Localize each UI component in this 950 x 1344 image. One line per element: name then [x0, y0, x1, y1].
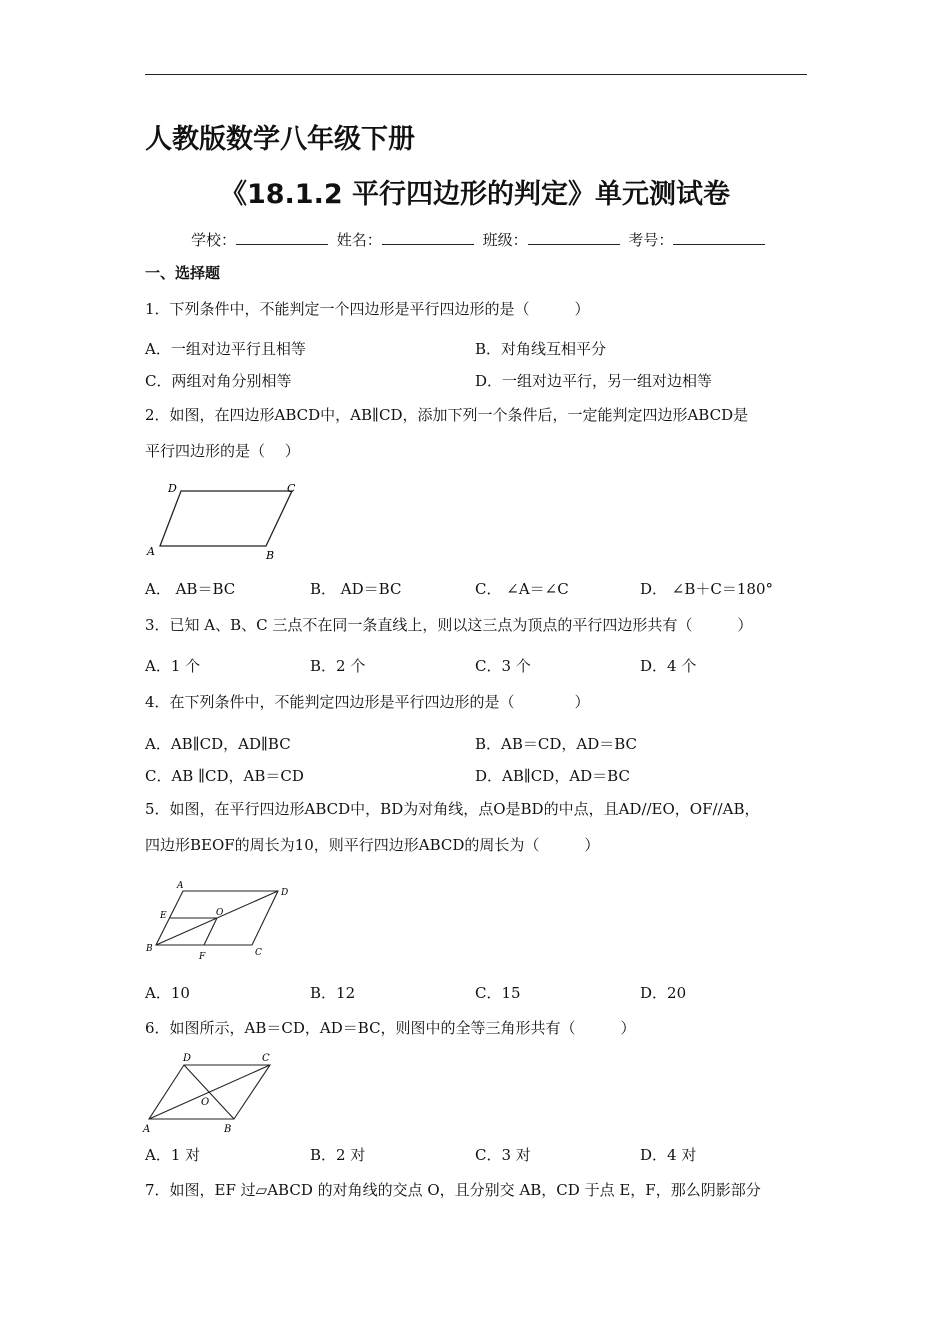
q4-stem: 4．在下列条件中，不能判定四边形是平行四边形的是（ ） — [145, 693, 590, 711]
q6-option-b: B．2 对 — [310, 1146, 366, 1164]
q6-option-d: D．4 对 — [640, 1146, 697, 1164]
q2-option-a: A． AB＝BC — [145, 580, 236, 598]
q1-option-a: A．一组对边平行且相等 — [145, 340, 306, 358]
q3-option-d: D．4 个 — [640, 657, 697, 675]
q5-label-o: O — [216, 908, 224, 918]
q2-stem-line2: 平行四边形的是（ ） — [145, 442, 300, 460]
name-blank[interactable] — [382, 230, 474, 245]
q1-option-b: B．对角线互相平分 — [475, 340, 607, 358]
q6-label-o: O — [201, 1097, 210, 1108]
q2-parallelogram — [160, 491, 292, 546]
q5-label-b: B — [146, 944, 153, 954]
q5-option-d: D．20 — [640, 984, 687, 1002]
q6-label-d: D — [183, 1053, 192, 1064]
school-blank[interactable] — [236, 230, 328, 245]
q6-label-c: C — [262, 1053, 270, 1064]
class-blank[interactable] — [528, 230, 620, 245]
q3-option-a: A．1 个 — [145, 657, 201, 675]
number-label: 考号： — [628, 231, 674, 249]
q1-option-d: D．一组对边平行，另一组对边相等 — [475, 372, 713, 390]
q7-stem: 7．如图，EF 过▱ABCD 的对角线的交点 O，且分别交 AB，CD 于点 E，F，那么阴影部分 — [145, 1181, 761, 1199]
q5-label-a: A — [177, 881, 184, 891]
q2-label-c: C — [287, 482, 296, 495]
number-blank[interactable] — [673, 230, 765, 245]
top-rule — [145, 74, 807, 75]
q5-option-a: A．10 — [145, 984, 190, 1002]
doc-subtitle: 《18.1.2 平行四边形的判定》单元测试卷 — [219, 179, 731, 210]
q4-option-d: D．AB∥CD，AD＝BC — [475, 767, 630, 785]
q1-stem: 1．下列条件中，不能判定一个四边形是平行四边形的是（ ） — [145, 300, 590, 318]
q2-option-d: D． ∠B＋C＝180° — [640, 580, 773, 598]
q2-stem-line1: 2．如图，在四边形ABCD中，AB∥CD，添加下列一个条件后，一定能判定四边形ABCD是 — [145, 406, 749, 424]
q4-option-b: B．AB＝CD，AD＝BC — [475, 735, 638, 753]
q5-option-b: B．12 — [310, 984, 356, 1002]
q3-stem: 3．已知 A、B、C 三点不在同一条直线上，则以这三点为顶点的平行四边形共有（ ） — [145, 616, 753, 634]
q2-option-c: C． ∠A＝∠C — [475, 580, 569, 598]
name-label: 姓名： — [336, 231, 382, 249]
q5-label-c: C — [255, 948, 262, 958]
q5-stem-line1: 5．如图，在平行四边形ABCD中，BD为对角线，点O是BD的中点，且AD//EO，OF//AB， — [145, 800, 760, 818]
q2-option-b: B． AD＝BC — [310, 580, 402, 598]
doc-title: 人教版数学八年级下册 — [145, 124, 415, 155]
q6-stem: 6．如图所示，AB＝CD，AD＝BC，则图中的全等三角形共有（ ） — [145, 1019, 636, 1037]
q6-label-b: B — [224, 1124, 232, 1135]
q2-label-b: B — [266, 549, 275, 562]
q5-stem-line2: 四边形BEOF的周长为10，则平行四边形ABCD的周长为（ ） — [145, 836, 600, 854]
q5-label-e: E — [160, 911, 167, 921]
section-heading: 一、选择题 — [145, 264, 221, 282]
q6-label-a: A — [143, 1124, 151, 1135]
q5-figure — [140, 876, 300, 966]
q5-label-d: D — [281, 888, 289, 898]
q2-label-a: A — [147, 545, 155, 558]
q5-segment-of — [204, 918, 217, 945]
class-label: 班级： — [482, 231, 528, 249]
q4-option-a: A．AB∥CD，AD∥BC — [145, 735, 291, 753]
q6-option-a: A．1 对 — [145, 1146, 201, 1164]
q3-option-b: B．2 个 — [310, 657, 366, 675]
q6-diagonal-bd — [184, 1065, 234, 1119]
q2-figure — [140, 478, 310, 564]
q4-option-c: C．AB ∥CD，AB＝CD — [145, 767, 304, 785]
q5-label-f: F — [199, 952, 206, 962]
q2-label-d: D — [168, 482, 177, 495]
q5-option-c: C．15 — [475, 984, 521, 1002]
student-info-line — [191, 229, 769, 250]
school-label: 学校： — [191, 231, 237, 249]
q3-option-c: C．3 个 — [475, 657, 531, 675]
q6-option-c: C．3 对 — [475, 1146, 531, 1164]
q6-figure — [138, 1048, 283, 1136]
q1-option-c: C．两组对角分别相等 — [145, 372, 292, 390]
